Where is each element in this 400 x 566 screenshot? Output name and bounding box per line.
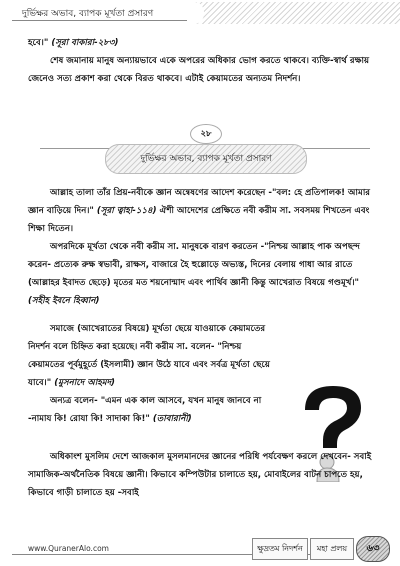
- page-header: [0, 0, 400, 26]
- chapter-number: ২৮: [190, 124, 222, 144]
- footer-book-tab: মহা প্রলয়: [310, 538, 354, 560]
- p4-reference: (সহীহ ইবনে হিব্বান): [28, 296, 100, 306]
- paragraph-5: [28, 320, 278, 392]
- running-header-title: দুর্ভিক্ষর অভাব, ব্যাপক মূর্খতা প্রসারণ: [22, 9, 154, 19]
- paragraph-6: [28, 392, 278, 428]
- p3-text: আল্লাহ তালা তাঁর প্রিয়-নবীকে জ্ঞান অন্বেষণের আদেশ করেছেন -"বল: হে প্রতিপালক! আমার জ্ঞান বাড়িয়ে দিন।": [28, 188, 371, 216]
- p3-reference: (সূরা ত্বাহা-১১৪): [96, 206, 157, 216]
- chapter-title: দুর্ভিক্ষর অভাব, ব্যাপক মূর্খতা প্রসারণ: [105, 144, 307, 174]
- p4-text: অপরদিকে মূর্খতা থেকে নবী করীম সা. মানুষকে বারণ করতেন -"নিশ্চয় আল্লাহ পাক অপছন্দ করেন- প্রত্যেক রুক্ষ স্বভাবী, রাক্ষস, বাজারে হৈ হুল্লোড়ে অভ্যস্ত, দিনের বেলায় গাধা আর রাতে (আল্লাহর ইবাদত ছেড়ে) মৃতের মত শয়নোন্মাদ এবং পার্থিব জ্ঞানী কিন্তু আখেরাত বিষয়ে গণ্ডমূর্খ।": [28, 242, 360, 288]
- paragraph-7: [28, 448, 380, 502]
- paragraph-3: [28, 184, 380, 238]
- p6-reference: (তাবারানী): [152, 414, 192, 424]
- footer-url: www.QuranerAlo.com: [28, 544, 109, 553]
- header-hatch-band: [190, 2, 400, 24]
- p2-text: শেষ জমানায় মানুষ অন্যায়ভাবে একে অপরের অধিকার ভোগ করতে থাকবে। ব্যক্তি-স্বার্থ রক্ষায় জেনেও সত্য প্রকাশ করা থেকে বিরত থাকবে। এটাই কেয়ামতের অন্যতম নিদর্শন।: [28, 56, 370, 84]
- footer-section-tab: ক্ষুদ্রতম নিদর্শন: [252, 538, 308, 560]
- page-number: ৬৩: [356, 536, 390, 562]
- p3-text-cont: ঐশী আদেশের প্রেক্ষিতে নবী করীম সা. সবসময় শিখতেন এবং শিক্ষা দিতেন।: [28, 206, 370, 234]
- paragraph-1: [28, 34, 380, 52]
- paragraph-4: [28, 238, 380, 310]
- p1-reference: (সূরা বাকারা-২৮৩): [51, 38, 119, 48]
- p5-text: সমাজে (আখেরাতের বিষয়ে) মূর্খতা ছেয়ে যাওয়াকে কেয়ামতের নিদর্শন বলে চিহ্নিত করা হয়েছে। নবী করীম সা. বলেন- "নিশ্চয় কেয়ামতের পূর্বমুহূর্তে (ইসলামী) জ্ঞান উঠে যাবে এবং সর্বত্র মূর্খতা ছেয়ে যাবে।": [28, 324, 270, 388]
- p1-text: হবে।": [28, 38, 49, 48]
- p6-text: অন্যত্র বলেন- "এমন এক কাল আসবে, যখন মানুষ জানবে না -নামায কি! রোযা কি! সাদাকা কি!": [28, 396, 262, 424]
- p5-reference: (মুসনাদে আহমদ): [54, 378, 115, 388]
- page-footer: [0, 536, 400, 566]
- chapter-heading: [30, 118, 382, 178]
- p7-text: অধিকাংশ মুসলিম দেশে আজকাল মুসলমানদের জ্ঞানের পরিধি পর্যবেক্ষণ করলে দেখবেন- সবাই সামাজিক-অর্থনৈতিক বিষয়ে জ্ঞানী। কিভাবে কম্পিউটার চালাতে হয়, মোবাইলের বাটন চাপতে হয়, কিভাবে গাড়ী চালাতে হয় -সবাই: [28, 452, 372, 498]
- paragraph-2: [28, 52, 380, 88]
